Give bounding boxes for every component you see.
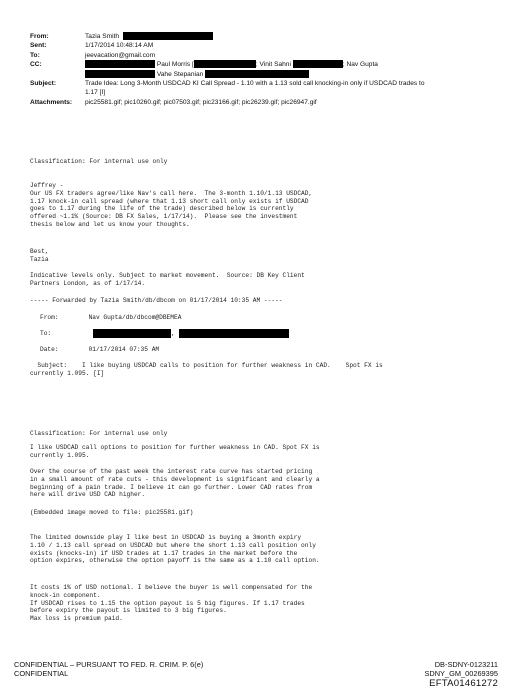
- redaction-box: [194, 60, 256, 68]
- cc-row: [30, 60, 490, 69]
- cc-name: Paul Morris [: [156, 61, 194, 69]
- fwd-date-value: 01/17/2014 07:35 AM: [88, 346, 160, 353]
- sent-row: [30, 41, 490, 50]
- fwd-subject: Subject: I like buying USDCAD calls to position for further weakness in CAD. Spot FX is currently 1.095. [I]: [30, 362, 383, 377]
- paragraph-2: Over the course of the past week the interest rate curve has started pricing in a small amount of rate cuts - this development is significant and clearly a beginning of a pain trade. I believe it can go further. Lower CAD rates from here will drive USD CAD higher.: [30, 468, 320, 499]
- fwd-from-value: Nav Gupta/db/dbcom@DBEMEA: [88, 314, 182, 321]
- from-row: [30, 32, 490, 41]
- cc-label: CC:: [30, 61, 42, 69]
- confidential-line: CONFIDENTIAL: [14, 669, 69, 678]
- to-row: [30, 51, 490, 60]
- attachments-row: [30, 98, 490, 107]
- bates-number: DB-SDNY-0123211: [434, 660, 498, 669]
- paragraph-3: The limited downside play I like best in USDCAD is buying a 3month expiry 1.10 / 1.13 call spread on USDCAD but where the short 1.13 call position only exists (knocks-in) if USD trades at 1.17 trades in the market before the option expires, otherwise the option payoff is the same as a 1.10 call option.: [30, 534, 320, 565]
- classification-line-2: Classification: For internal use only: [30, 430, 168, 437]
- indicative-note: Indicative levels only. Subject to market movement. Source: DB Key Client Partners London, as of 1/17/14.: [30, 272, 305, 287]
- classification-line: Classification: For internal use only: [30, 158, 168, 165]
- cc-name: ; Vinit Sahni: [255, 61, 291, 69]
- subject-row: [30, 79, 490, 98]
- confidential-footer: [14, 660, 203, 678]
- paragraph-4: It costs 1% of USD notional. I believe the buyer is well compensated for the knock-in component. If USDCAD rises to 1.15 the option payout is 5 big figures. If 1.17 trades before expiry the payout is limited to 3 big figures. Max loss is premium paid.: [30, 584, 313, 623]
- greeting-paragraph: Jeffrey - Our US FX traders agree/like Nav's call here. The 3-month 1.10/1.13 USDCAD, 1.17 knock-in call spread (where that 1.13 short call only exists if USDCAD goes to 1.17 during the life of the trade) described below is currently offered ~1.1% (Source: DB FX Sales, 1/17/14). Please see the investment thesis below and let us know your thoughts.: [30, 182, 313, 228]
- redaction-box: [293, 60, 343, 68]
- cc-row-2: [30, 70, 490, 79]
- attachments-value: pic25581.gif; pic10260.gif; pic07503.gif; pic23166.gif; pic26239.gif; pic26947.gif: [85, 98, 317, 106]
- redaction-box: [123, 32, 213, 40]
- from-value: Tazia Smith: [85, 33, 120, 40]
- signoff: Best, Tazia: [30, 248, 49, 263]
- paragraph-1: I like USDCAD call options to position for further weakness in CAD. Spot FX is currently 1.095.: [30, 444, 320, 459]
- bates-numbers: [424, 660, 498, 689]
- forwarded-line: ----- Forwarded by Tazia Smith/db/dbcom on 01/17/2014 10:35 AM -----: [30, 297, 283, 304]
- email-header: [30, 32, 490, 107]
- cc-name: Vahe Stepanian: [156, 70, 204, 78]
- from-label: From:: [30, 33, 49, 40]
- confidential-line: CONFIDENTIAL – PURSUANT TO FED. R. CRIM. P. 6(e): [14, 660, 204, 669]
- fwd-to-label: To:: [40, 330, 52, 338]
- sent-label: Sent:: [30, 42, 47, 50]
- redaction-box: [205, 70, 309, 78]
- to-value: jeevacation@gmail.com: [85, 51, 156, 59]
- fwd-to-row: To: ,: [40, 329, 289, 338]
- subject-line: 1.17 [I]: [85, 89, 106, 97]
- fwd-date-label: Date:: [40, 346, 59, 353]
- redaction-box: [93, 329, 171, 338]
- subject-label: Subject:: [30, 80, 57, 88]
- subject-line: Trade Idea: Long 3-Month USDCAD KI Call Spread - 1.10 with a 1.13 sold call knocking-in only if USDCAD trades to: [85, 80, 425, 88]
- to-label: To:: [30, 51, 40, 59]
- fwd-date-row: [40, 346, 159, 354]
- bates-number: SDNY_GM_00269395: [424, 669, 498, 678]
- sent-value: 1/17/2014 10:48:14 AM: [85, 42, 154, 50]
- redaction-box: [85, 60, 155, 68]
- fwd-from-label: From:: [40, 314, 59, 321]
- cc-name: ; Nav Gupta: [342, 61, 378, 69]
- embedded-image-note: (Embedded image moved to file: pic25581.gif): [30, 509, 194, 516]
- redaction-box: [179, 329, 289, 338]
- fwd-from-row: [40, 314, 181, 322]
- attachments-label: Attachments:: [30, 98, 73, 106]
- efta-number: EFTA01461272: [429, 678, 498, 689]
- redaction-box: [85, 70, 155, 78]
